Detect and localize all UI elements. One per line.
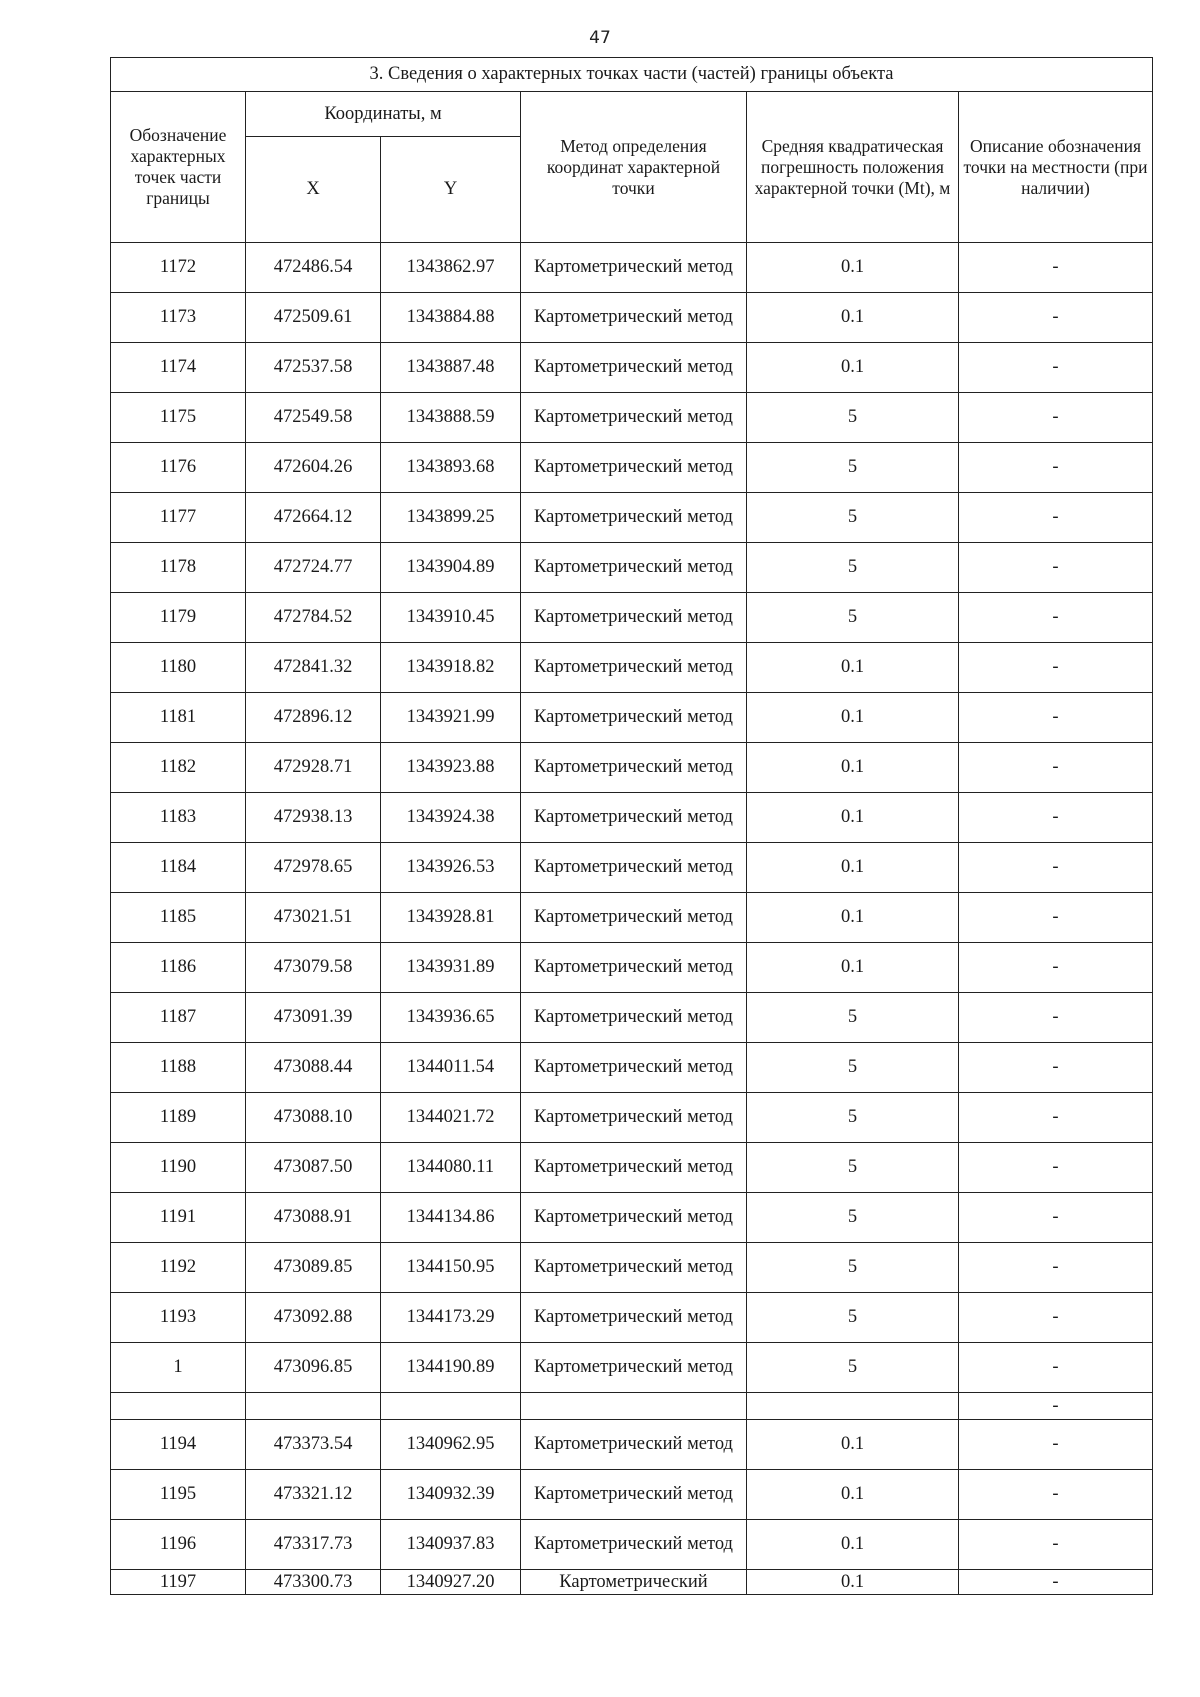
mt-error-cell: 5 [747,443,959,493]
coord-x-cell: 472509.61 [246,293,381,343]
section-title: 3. Сведения о характерных точках части (частей) границы объекта [111,58,1153,92]
description-cell: - [959,793,1153,843]
description-cell: - [959,1570,1153,1595]
point-id-cell: 1183 [111,793,246,843]
table-row [111,793,1153,843]
mt-error-cell: 0.1 [747,343,959,393]
header-coordinates: Координаты, м [246,92,521,137]
mt-error-cell: 5 [747,1093,959,1143]
table-row [111,1470,1153,1520]
coord-x-cell: 473087.50 [246,1143,381,1193]
mt-error-cell: 0.1 [747,1520,959,1570]
coord-y-cell: 1344021.72 [381,1093,521,1143]
mt-error-cell: 5 [747,493,959,543]
table-row [111,1193,1153,1243]
coord-x-cell: 473021.51 [246,893,381,943]
coord-y-cell: 1344190.89 [381,1343,521,1393]
point-id-cell: 1192 [111,1243,246,1293]
table-row [111,893,1153,943]
point-id-cell: 1173 [111,293,246,343]
description-cell: - [959,943,1153,993]
method-cell: Картометрический метод [521,893,747,943]
mt-error-cell: 0.1 [747,643,959,693]
coord-x-cell: 473096.85 [246,1343,381,1393]
method-cell: Картометрический метод [521,993,747,1043]
coord-y-cell: 1340937.83 [381,1520,521,1570]
method-cell: Картометрический метод [521,793,747,843]
method-cell: Картометрический метод [521,1420,747,1470]
method-cell: Картометрический метод [521,1093,747,1143]
point-id-cell: 1196 [111,1520,246,1570]
coord-y-cell: 1344150.95 [381,1243,521,1293]
point-id-cell: 1195 [111,1470,246,1520]
method-cell: Картометрический метод [521,493,747,543]
coord-y-cell: 1343893.68 [381,443,521,493]
description-cell: - [959,1520,1153,1570]
table-row [111,743,1153,793]
table-row [111,1520,1153,1570]
table-row [111,693,1153,743]
point-id-cell: 1186 [111,943,246,993]
coord-y-cell: 1343928.81 [381,893,521,943]
method-cell: Картометрический метод [521,693,747,743]
coord-x-cell: 473088.91 [246,1193,381,1243]
coord-x-cell: 472486.54 [246,243,381,293]
table-row [111,643,1153,693]
description-cell: - [959,893,1153,943]
table-row [111,943,1153,993]
table-row [111,1570,1153,1595]
method-cell: Картометрический метод [521,1470,747,1520]
point-id-cell: 1174 [111,343,246,393]
point-id-cell: 1180 [111,643,246,693]
header-designation: Обозначение характерных точек части границы [111,92,246,243]
mt-error-cell: 5 [747,993,959,1043]
mt-error-cell: 5 [747,393,959,443]
table-row [111,543,1153,593]
method-cell: Картометрический метод [521,843,747,893]
mt-error-cell: 0.1 [747,793,959,843]
mt-error-cell: 0.1 [747,243,959,293]
coord-x-cell: 472664.12 [246,493,381,543]
coord-y-cell: 1343888.59 [381,393,521,443]
header-x: X [246,137,381,243]
coord-y-cell: 1343936.65 [381,993,521,1043]
table-row [111,393,1153,443]
table-row [111,443,1153,493]
table-row [111,1420,1153,1470]
description-cell: - [959,1343,1153,1393]
coord-x-cell: 473088.10 [246,1093,381,1143]
coord-y-cell: 1343862.97 [381,243,521,293]
mt-error-cell: 5 [747,1143,959,1193]
table-row [111,493,1153,543]
method-cell: Картометрический метод [521,1193,747,1243]
table-row [111,243,1153,293]
coord-x-cell [246,1393,381,1420]
description-cell: - [959,343,1153,393]
method-cell: Картометрический метод [521,1293,747,1343]
table-row [111,593,1153,643]
mt-error-cell: 0.1 [747,1420,959,1470]
method-cell: Картометрический метод [521,1343,747,1393]
coord-x-cell: 472604.26 [246,443,381,493]
mt-error-cell: 0.1 [747,943,959,993]
header-y: Y [381,137,521,243]
description-cell: - [959,1243,1153,1293]
coord-y-cell: 1340962.95 [381,1420,521,1470]
description-cell: - [959,1393,1153,1420]
coord-x-cell: 472938.13 [246,793,381,843]
coord-x-cell: 473091.39 [246,993,381,1043]
coord-y-cell: 1343918.82 [381,643,521,693]
mt-error-cell: 0.1 [747,1470,959,1520]
point-id-cell: 1177 [111,493,246,543]
method-cell: Картометрический метод [521,443,747,493]
mt-error-cell: 5 [747,543,959,593]
coord-y-cell: 1343931.89 [381,943,521,993]
method-cell: Картометрический [521,1570,747,1595]
table-header [111,58,1153,243]
point-id-cell: 1185 [111,893,246,943]
description-cell: - [959,1470,1153,1520]
point-id-cell: 1187 [111,993,246,1043]
coord-y-cell: 1343926.53 [381,843,521,893]
method-cell: Картометрический метод [521,543,747,593]
coord-x-cell: 473092.88 [246,1293,381,1343]
coord-x-cell: 472724.77 [246,543,381,593]
method-cell: Картометрический метод [521,1243,747,1293]
coord-x-cell: 472549.58 [246,393,381,443]
coord-y-cell: 1343924.38 [381,793,521,843]
mt-error-cell: 0.1 [747,743,959,793]
coord-y-cell [381,1393,521,1420]
method-cell [521,1393,747,1420]
table-row [111,293,1153,343]
point-id-cell: 1182 [111,743,246,793]
coord-y-cell: 1343921.99 [381,693,521,743]
coord-y-cell: 1343904.89 [381,543,521,593]
coord-y-cell: 1343923.88 [381,743,521,793]
point-id-cell: 1188 [111,1043,246,1093]
method-cell: Картометрический метод [521,293,747,343]
mt-error-cell: 5 [747,1193,959,1243]
point-id-cell: 1178 [111,543,246,593]
point-id-cell: 1181 [111,693,246,743]
coord-x-cell: 472928.71 [246,743,381,793]
mt-error-cell [747,1393,959,1420]
description-cell: - [959,843,1153,893]
table-row [111,1293,1153,1343]
description-cell: - [959,493,1153,543]
description-cell: - [959,543,1153,593]
coord-y-cell: 1343884.88 [381,293,521,343]
coord-x-cell: 472784.52 [246,593,381,643]
description-cell: - [959,443,1153,493]
description-cell: - [959,743,1153,793]
method-cell: Картометрический метод [521,1520,747,1570]
header-method: Метод определения координат характерной точки [521,92,747,243]
method-cell: Картометрический метод [521,343,747,393]
point-id-cell: 1176 [111,443,246,493]
coord-y-cell: 1344011.54 [381,1043,521,1093]
table-row [111,1393,1153,1420]
header-description: Описание обозначения точки на местности (при наличии) [959,92,1153,243]
method-cell: Картометрический метод [521,593,747,643]
point-id-cell: 1179 [111,593,246,643]
coord-x-cell: 472537.58 [246,343,381,393]
coord-y-cell: 1344173.29 [381,1293,521,1343]
mt-error-cell: 0.1 [747,893,959,943]
point-id-cell: 1172 [111,243,246,293]
coord-x-cell: 473300.73 [246,1570,381,1595]
coord-y-cell: 1340927.20 [381,1570,521,1595]
mt-error-cell: 0.1 [747,293,959,343]
description-cell: - [959,243,1153,293]
coord-x-cell: 473088.44 [246,1043,381,1093]
coord-y-cell: 1343887.48 [381,343,521,393]
description-cell: - [959,393,1153,443]
boundary-points-table [110,57,1153,1595]
description-cell: - [959,593,1153,643]
table-row [111,1243,1153,1293]
mt-error-cell: 0.1 [747,843,959,893]
description-cell: - [959,643,1153,693]
description-cell: - [959,1143,1153,1193]
mt-error-cell: 5 [747,1243,959,1293]
point-id-cell: 1184 [111,843,246,893]
coord-y-cell: 1343910.45 [381,593,521,643]
coord-y-cell: 1340932.39 [381,1470,521,1520]
point-id-cell: 1193 [111,1293,246,1343]
table-row [111,993,1153,1043]
table-row [111,1093,1153,1143]
method-cell: Картометрический метод [521,1043,747,1093]
method-cell: Картометрический метод [521,943,747,993]
coord-x-cell: 472978.65 [246,843,381,893]
coord-y-cell: 1344080.11 [381,1143,521,1193]
mt-error-cell: 0.1 [747,693,959,743]
mt-error-cell: 5 [747,1293,959,1343]
mt-error-cell: 0.1 [747,1570,959,1595]
coord-x-cell: 473321.12 [246,1470,381,1520]
table-row [111,1043,1153,1093]
coord-y-cell: 1344134.86 [381,1193,521,1243]
description-cell: - [959,1093,1153,1143]
description-cell: - [959,293,1153,343]
mt-error-cell: 5 [747,593,959,643]
point-id-cell: 1 [111,1343,246,1393]
method-cell: Картометрический метод [521,743,747,793]
mt-error-cell: 5 [747,1043,959,1093]
mt-error-cell: 5 [747,1343,959,1393]
description-cell: - [959,993,1153,1043]
page-number: 47 [589,28,611,48]
table-row [111,843,1153,893]
coord-x-cell: 473373.54 [246,1420,381,1470]
header-error: Средняя квадратическая погрешность положения характерной точки (Mt), м [747,92,959,243]
method-cell: Картометрический метод [521,393,747,443]
coord-y-cell: 1343899.25 [381,493,521,543]
description-cell: - [959,693,1153,743]
table-row [111,343,1153,393]
point-id-cell: 1189 [111,1093,246,1143]
method-cell: Картометрический метод [521,643,747,693]
method-cell: Картометрический метод [521,243,747,293]
coord-x-cell: 473089.85 [246,1243,381,1293]
coord-x-cell: 473079.58 [246,943,381,993]
table-row [111,1143,1153,1193]
point-id-cell: 1197 [111,1570,246,1595]
description-cell: - [959,1193,1153,1243]
point-id-cell: 1191 [111,1193,246,1243]
description-cell: - [959,1293,1153,1343]
point-id-cell: 1190 [111,1143,246,1193]
point-id-cell [111,1393,246,1420]
table-row [111,1343,1153,1393]
coord-x-cell: 472841.32 [246,643,381,693]
description-cell: - [959,1043,1153,1093]
coord-x-cell: 472896.12 [246,693,381,743]
point-id-cell: 1194 [111,1420,246,1470]
coord-x-cell: 473317.73 [246,1520,381,1570]
description-cell: - [959,1420,1153,1470]
method-cell: Картометрический метод [521,1143,747,1193]
table-body [111,243,1153,1595]
point-id-cell: 1175 [111,393,246,443]
